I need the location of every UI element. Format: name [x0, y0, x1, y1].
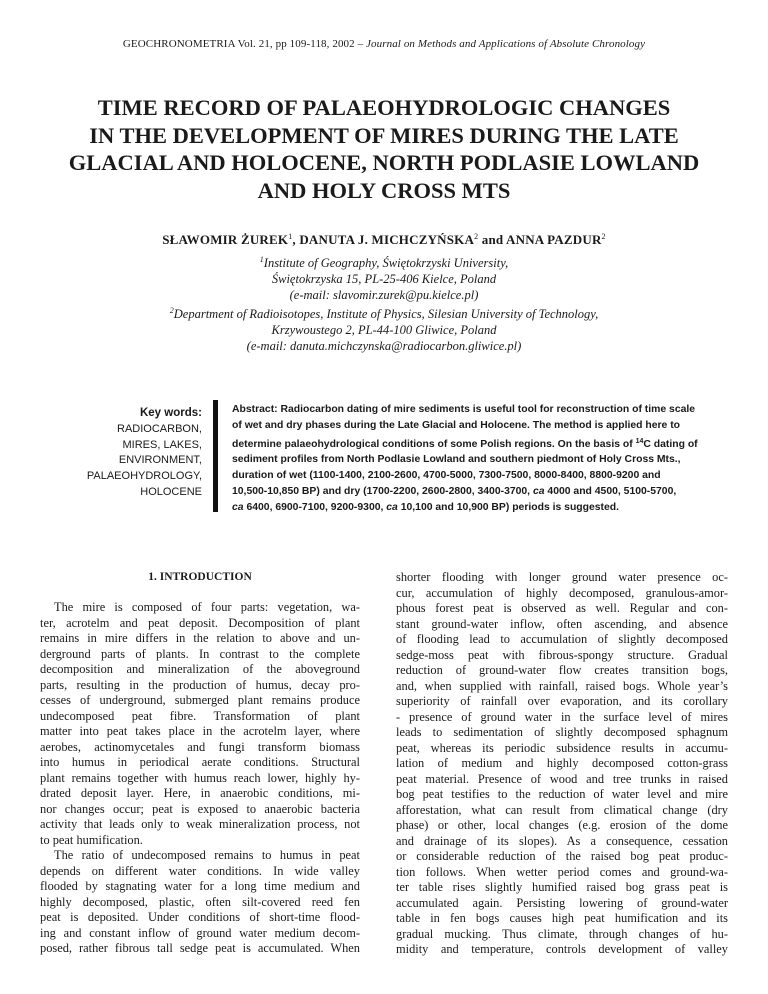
abstract-line: ca 6400, 6900-7100, 9200-9300, ca 10,100 and 10,900 BP) periods is suggested. — [232, 501, 620, 513]
author-list — [0, 232, 768, 248]
body-text-line: sedge-moss peat with fibrous-spongy structure. Gradual — [396, 647, 728, 662]
abstract-line: of wet and dry phases during the Late Glacial and Holocene. The method is applied here to — [232, 419, 681, 431]
affiliation-line — [0, 252, 768, 271]
keywords-heading: Key words: — [139, 407, 202, 419]
body-text-line: reduction of ground-water flow creates transition bogs, — [396, 663, 728, 677]
paper-title — [40, 94, 728, 204]
body-text-line: bog peat testifies to the reduction of water level and mire — [396, 787, 728, 801]
affiliation-text: Świętokrzyska 15, PL-25-406 Kielce, Poland — [271, 272, 497, 286]
affiliation-mark: 1 — [259, 255, 264, 264]
body-text-line: - presence of ground water in the surface level of mires — [396, 709, 728, 724]
body-text-line: into humus in periodical aerate conditions. Structural — [40, 755, 360, 769]
body-text-line: accumulated again. Persisting lowering of ground-water — [396, 895, 728, 910]
body-text-line: peat is deposited. Under conditions of short-time flood- — [40, 910, 360, 924]
body-text-line: activity that leads only to weak mineralization process, not — [40, 817, 360, 831]
affiliation-line — [0, 287, 768, 303]
abstract-line: determine palaeohydrological conditions of some Polish regions. On the basis of $^{14}$C dating of — [232, 437, 698, 450]
body-text-line: parts, resulting in the production of humus, decay pro- — [40, 677, 360, 692]
body-text-line: remains in mire differs in the relation to above and un- — [40, 631, 360, 645]
body-text-line: and, when supplied with rainfall, raised bogs. Whole year’s — [396, 678, 728, 693]
author-affiliation-mark: 2 — [474, 232, 479, 241]
affiliation-line — [0, 271, 768, 287]
body-text-line: undecomposed peat fibre. Transformation of plant — [40, 708, 360, 723]
body-text-line: stant ground-water inflow, often ascending, and absence — [396, 616, 728, 631]
affiliation-text: Department of Radioisotopes, Institute of Physics, Silesian University of Technology, — [173, 307, 599, 321]
keywords — [80, 406, 202, 501]
body-text-line: cur, accumulation of highly decomposed, granulous-amor- — [396, 585, 728, 600]
affiliation-line — [0, 303, 768, 322]
body-text-line: gradual mucking. Thus climate, through changes of hu- — [396, 926, 728, 941]
journal-subtitle: Journal on Methods and Applications of Absolute Chronology — [366, 38, 646, 50]
body-text-line: drated deposit layer. Here, in anaerobic conditions, mi- — [40, 786, 360, 800]
affiliation-line — [0, 338, 768, 354]
author-name: DANUTA J. MICHCZYŃSKA — [299, 232, 475, 247]
affiliations — [0, 252, 768, 354]
body-text-line: tion follows. When wetter period comes and ground-wa- — [396, 864, 728, 879]
body-text-line: aerobes, actinomycetales and fungi transform biomass — [40, 739, 360, 754]
affiliation-email: (e-mail: danuta.michczynska@radiocarbon.gliwice.pl) — [246, 339, 522, 353]
author-affiliation-mark: 1 — [288, 232, 293, 241]
author-separator: and — [478, 232, 507, 247]
author-name: SŁAWOMIR ŻUREK — [162, 232, 289, 247]
title-line: AND HOLY CROSS MTS — [257, 177, 511, 203]
affiliation-text: Institute of Geography, Świętokrzyski University, — [263, 256, 509, 270]
body-text-line: phous forest peat is observed as well. Regular and con- — [396, 601, 728, 615]
body-text-line: afforestation, what can result from climatical change (dry — [396, 802, 728, 817]
body-text-line: ter, acrotelm and peat deposit. Decomposition of plant — [40, 615, 360, 630]
keyword: MIRES, LAKES, — [122, 438, 202, 451]
body-text-line: table in fen bogs causes high peat humification and its — [396, 911, 728, 925]
body-text-line: posed, rather fibrous tall sedge peat is accumulated. When — [40, 941, 360, 955]
affiliation-text: Krzywoustego 2, PL-44-100 Gliwice, Poland — [271, 323, 497, 337]
keyword: HOLOCENE — [140, 485, 202, 498]
section-heading: 1. INTRODUCTION — [148, 571, 252, 583]
body-text-line: highly decomposed, plastic, often silt-covered reed fen — [40, 894, 360, 909]
body-text-line: plant remains together with humus reach lower, highly hy- — [40, 770, 360, 785]
body-column-right — [396, 570, 728, 958]
body-text-line: matter into peat takes place in the acrotelm layer, where — [40, 724, 360, 738]
body-text-line: cesses of underground, submerged plant remains produce — [40, 693, 360, 707]
body-text-line: leads to sedimentation of slightly decomposed sphagnum — [396, 725, 728, 739]
body-text-line: superiority of rainfall over evaporation, and its corollary — [396, 694, 728, 708]
body-text-line: The ratio of undecomposed remains to humus in peat — [54, 848, 360, 862]
title-line: TIME RECORD OF PALAEOHYDROLOGIC CHANGES — [97, 95, 671, 120]
body-text-line: flooded by stagnating water for a long time medium and — [40, 879, 360, 893]
abstract-line: 10,500-10,850 BP) and dry (1700-2200, 2600-2800, 3400-3700, ca 4000 and 4500, 5100-5700, — [232, 485, 677, 497]
abstract-line: duration of wet (1100-1400, 2100-2600, 4700-5000, 7300-7500, 8000-8400, 8800-9200 and — [232, 470, 661, 482]
title-line: IN THE DEVELOPMENT OF MIRES DURING THE LATE — [89, 122, 679, 148]
body-text-line: peat material. Presence of wood and tree trunks in raised — [396, 771, 728, 786]
body-text-line: or considerable reduction of the raised bog peat produc- — [396, 849, 728, 863]
body-text-line: to peat humification. — [40, 832, 143, 847]
body-text-line: phase) or other, local changes (e.g. erosion of the dome — [396, 818, 728, 832]
body-text-line: shorter flooding with longer ground water presence oc- — [396, 570, 728, 584]
keyword: RADIOCARBON, — [117, 422, 202, 435]
abstract-divider — [213, 400, 218, 512]
affiliation-email: (e-mail: slavomir.zurek@pu.kielce.pl) — [289, 288, 479, 302]
body-text-line: lation of medium and highly decomposed cotton-grass — [396, 756, 728, 770]
affiliation-mark: 2 — [169, 306, 174, 315]
keyword: ENVIRONMENT, — [118, 454, 202, 467]
body-text-line: nor changes occur; peat is exposed to anaerobic bacteria — [40, 801, 360, 816]
body-text-line: derground parts of plants. In contrast to the complete — [40, 646, 360, 661]
body-text-line: of flooding lead to accumulation of slightly decomposed — [396, 632, 728, 646]
abstract-line: Abstract: Radiocarbon dating of mire sediments is useful tool for reconstruction of time scale — [232, 404, 696, 415]
author-separator: , — [292, 232, 300, 247]
body-text-line: midity and temperature, controls development of valley — [396, 942, 728, 956]
affiliation-line — [0, 322, 768, 338]
abstract-label: Abstract: — [232, 404, 278, 415]
body-text-line: and drainage of its slopes). As a consequence, cessation — [396, 833, 728, 848]
title-line: GLACIAL AND HOLOCENE, NORTH PODLASIE LOWLAND — [68, 150, 700, 175]
body-text-line: ing and constant inflow of ground water medium decom- — [40, 925, 360, 940]
journal-citation: GEOCHRONOMETRIA Vol. 21, pp 109-118, 2002 – — [122, 38, 367, 50]
body-text-line: depends on different water conditions. In wide valley — [40, 863, 360, 878]
running-header — [0, 38, 768, 50]
author-affiliation-mark: 2 — [601, 232, 606, 241]
abstract-line: sediment profiles from North Podlasie Lowland and southern piedmont of Holy Cross Mts., — [232, 454, 681, 466]
author-name: ANNA PAZDUR — [506, 232, 602, 247]
body-text-line: The mire is composed of four parts: vegetation, wa- — [54, 600, 360, 614]
abstract — [232, 402, 730, 516]
body-text-line: peat, whereas its periodic subsidence results in accumu- — [396, 740, 728, 755]
body-column-left — [40, 600, 360, 957]
body-text-line: decomposition and mineralization of the aboveground — [40, 662, 360, 676]
keyword: PALAEOHYDROLOGY, — [86, 470, 202, 483]
body-text-line: ter table rises slightly humified raised bog grass peat is — [396, 880, 728, 894]
